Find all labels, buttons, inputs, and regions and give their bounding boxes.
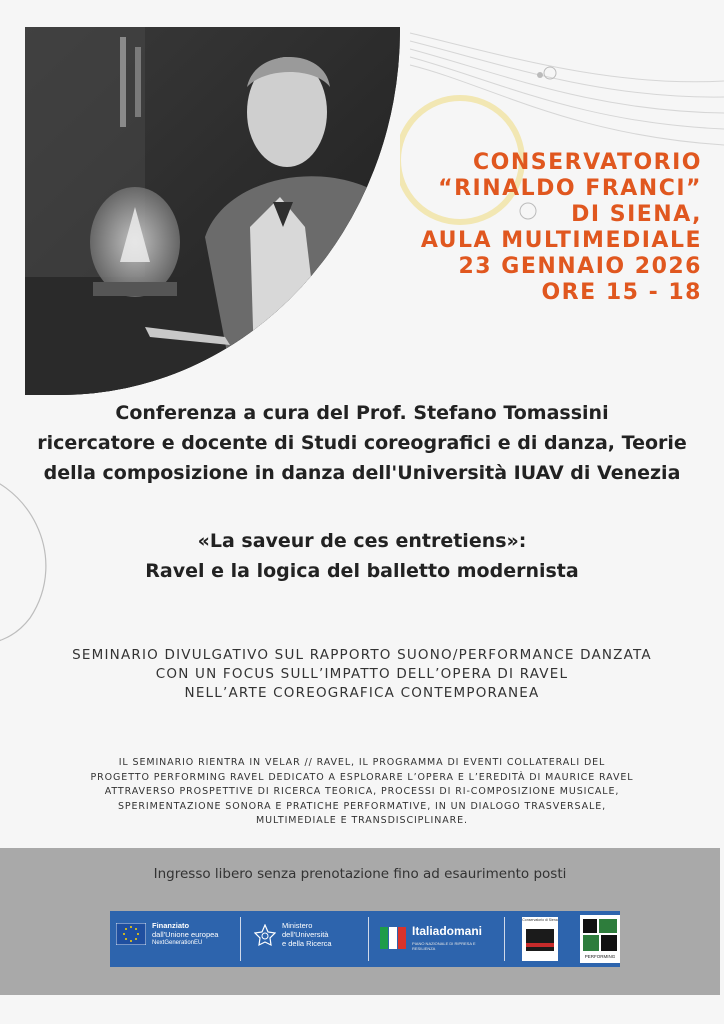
conference-line: ricercatore e docente di Studi coreografici e di danza, Teorie <box>37 432 687 454</box>
logo-divider <box>368 917 369 961</box>
italia-domani-logo <box>376 911 492 967</box>
eu-flag-icon <box>116 923 146 945</box>
italia-domani-name: Italiadomani <box>412 924 483 938</box>
eu-line: dall'Unione europea <box>152 930 219 939</box>
portrait-photo <box>25 27 400 395</box>
note-line: PROGETTO PERFORMING RAVEL DEDICATO A ESPLORARE L’OPERA E L’EREDITÀ DI MAURICE RAVEL <box>90 771 634 783</box>
program-note <box>10 756 714 829</box>
talk-subtitle: Ravel e la logica del balletto modernista <box>145 560 579 582</box>
venue-line: DI SIENA, <box>571 202 702 227</box>
seminar-line: CON UN FOCUS SULL’IMPATTO DELL’OPERA DI RAVEL <box>155 666 569 682</box>
performing-name: PERFORMING <box>584 954 616 959</box>
eu-logo <box>116 911 236 967</box>
performing-ravel-logo <box>580 911 620 967</box>
eu-line: Finanziato <box>152 921 190 930</box>
ministry-line: Ministero <box>282 921 313 930</box>
ministry-line: dell'Università <box>282 930 329 939</box>
conservatorio-logo <box>522 911 560 967</box>
logo-divider <box>504 917 505 961</box>
note-line: SPERIMENTAZIONE SONORA E PRATICHE PERFORMATIVE, IN UN DIALOGO TRASVERSALE, <box>117 800 607 812</box>
seminar-description <box>10 646 714 703</box>
conference-info <box>10 398 714 488</box>
talk-title-block <box>10 526 714 586</box>
italia-domani-sub: PIANO NAZIONALE DI RIPRESA E RESILIENZA <box>412 941 476 951</box>
ministry-logo <box>250 911 360 967</box>
conference-line: della composizione in danza dell'Università IUAV di Venezia <box>43 462 681 484</box>
venue-line: CONSERVATORIO <box>473 150 702 175</box>
seminar-line: SEMINARIO DIVULGATIVO SUL RAPPORTO SUONO/PERFORMANCE DANZATA <box>72 647 652 663</box>
ministry-line: e della Ricerca <box>282 939 332 948</box>
venue-line: “RINALDO FRANCI” <box>438 176 702 201</box>
emblem-icon <box>254 924 276 950</box>
note-line: ATTRAVERSO PROSPETTIVE DI RICERCA TEORICA, PROCESSI DI RI-COMPOSIZIONE MUSICALE, <box>104 786 620 797</box>
conference-line: Conferenza a cura del Prof. Stefano Tomassini <box>115 402 609 424</box>
event-time: ORE 15 - 18 <box>541 280 702 305</box>
event-date: 23 GENNAIO 2026 <box>458 254 702 279</box>
entry-info: Ingresso libero senza prenotazione fino ad esaurimento posti <box>153 866 567 882</box>
eu-line: NextGenerationEU <box>152 940 203 946</box>
footer-band <box>0 848 720 995</box>
sponsor-logo-strip <box>110 911 620 967</box>
italia-tricolor-icon <box>378 923 408 953</box>
event-venue-block <box>372 150 702 306</box>
logo-divider <box>240 917 241 961</box>
seminar-line: NELL’ARTE COREOGRAFICA CONTEMPORANEA <box>184 685 540 701</box>
conservatorio-name: Conservatorio di Siena <box>522 918 558 922</box>
venue-line: AULA MULTIMEDIALE <box>420 228 702 253</box>
note-line: IL SEMINARIO RIENTRA IN VELAR // RAVEL, IL PROGRAMMA DI EVENTI COLLATERALI DEL <box>118 757 606 768</box>
note-line: MULTIMEDIALE E TRANSDISCIPLINARE. <box>256 815 468 826</box>
talk-title: «La saveur de ces entretiens»: <box>197 530 527 552</box>
